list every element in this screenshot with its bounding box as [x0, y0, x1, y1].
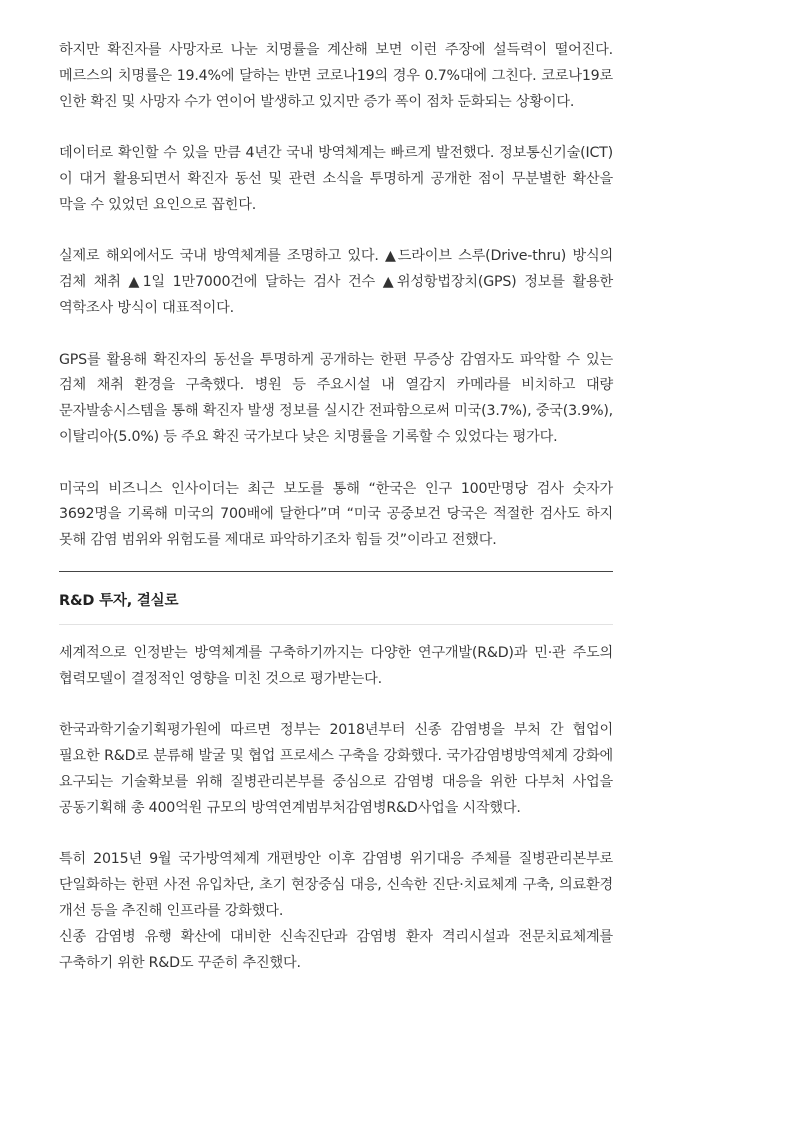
paragraph-rnd-cooperation: 세계적으로 인정받는 방역체계를 구축하기까지는 다양한 연구개발(R&D)과 민·관 주도의 협력모델이 결정적인 영향을 미친 것으로 평가받는다. [59, 644, 613, 687]
paragraph-2015-reform: 특히 2015년 9월 국가방역체계 개편방안 이후 감염병 위기대응 주체를 질병관리본부로 단일화하는 한편 사전 유입차단, 초기 현장중심 대응, 신속한 진단·치료체계 구축, 의료환경 개선 등을 추진해 인프라를 강화했다. [59, 851, 613, 919]
paragraph-fatality-rate: 하지만 확진자를 사망자로 나눈 치명률을 계산해 보면 이런 주장에 설득력이 떨어진다. 메르스의 치명률은 19.4%에 달하는 반면 코로나19의 경우 0.7%대에 그친다. 코로나19로 인한 확진 및 사망자 수가 연이어 발생하고 있지만 증가 폭이 점차 둔화되는 상황이다. [59, 42, 613, 110]
paragraph-ict-quarantine: 데이터로 확인할 수 있을 만큼 4년간 국내 방역체계는 빠르게 발전했다. 정보통신기술(ICT)이 대거 활용되면서 확진자 동선 및 관련 소식을 투명하게 공개한 점이 무분별한 확산을 막을 수 있었던 요인으로 꼽힌다. [59, 145, 613, 213]
paragraph-business-insider: 미국의 비즈니스 인사이더는 최근 보도를 통해 “한국은 인구 100만명당 검사 숫자가 3692명을 기록해 미국의 700배에 달한다”며 “미국 공중보건 당국은 적절한 검사도 하지 못해 감염 범위와 위험도를 제대로 파악하기조차 힘들 것”이라고 전했다. [59, 480, 613, 549]
paragraph-kistep: 한국과학기술기획평가원에 따르면 정부는 2018년부터 신종 감염병을 부처 간 협업이 필요한 R&D로 분류해 발굴 및 협업 프로세스 구축을 강화했다. 국가감염병방역체계 강화에 요구되는 기술확보를 위해 질병관리본부를 중심으로 감염병 대응을 위한 다부처 사업을 공동기획해 총 400억원 규모의 방역연계범부처감염병R&D사업을 시작했다. [59, 722, 613, 816]
paragraph-gps-tracing: GPS를 활용해 확진자의 동선을 투명하게 공개하는 한편 무증상 감염자도 파악할 수 있는 검체 채취 환경을 구축했다. 병원 등 주요시설 내 열감지 카메라를 비치하고 대량 문자발송시스템을 통해 확진자 발생 정보를 실시간 전파함으로써 미국(3.7%), 중국(3.9%), 이탈리아(5.0%) 등 주요 확진 국가보다 낮은 치명률을 기록할 수 있었다는 평가다. [59, 351, 613, 445]
article-body [59, 38, 613, 976]
paragraph-overseas-attention: 실제로 해외에서도 국내 방역체계를 조명하고 있다. ▲드라이브 스루(Drive-thru) 방식의 검체 채취 ▲1일 1만7000건에 달하는 검사 건수 ▲위성항법장치(GPS) 정보를 활용한 역학조사 방식이 대표적이다. [59, 248, 613, 316]
section-divider [59, 624, 613, 625]
section-heading: R&D 투자, 결실로 [59, 592, 179, 609]
paragraph-rapid-diagnosis: 신종 감염병 유행 확산에 대비한 신속진단과 감염병 환자 격리시설과 전문치료체계를 구축하기 위한 R&D도 꾸준히 추진했다. [59, 928, 613, 971]
